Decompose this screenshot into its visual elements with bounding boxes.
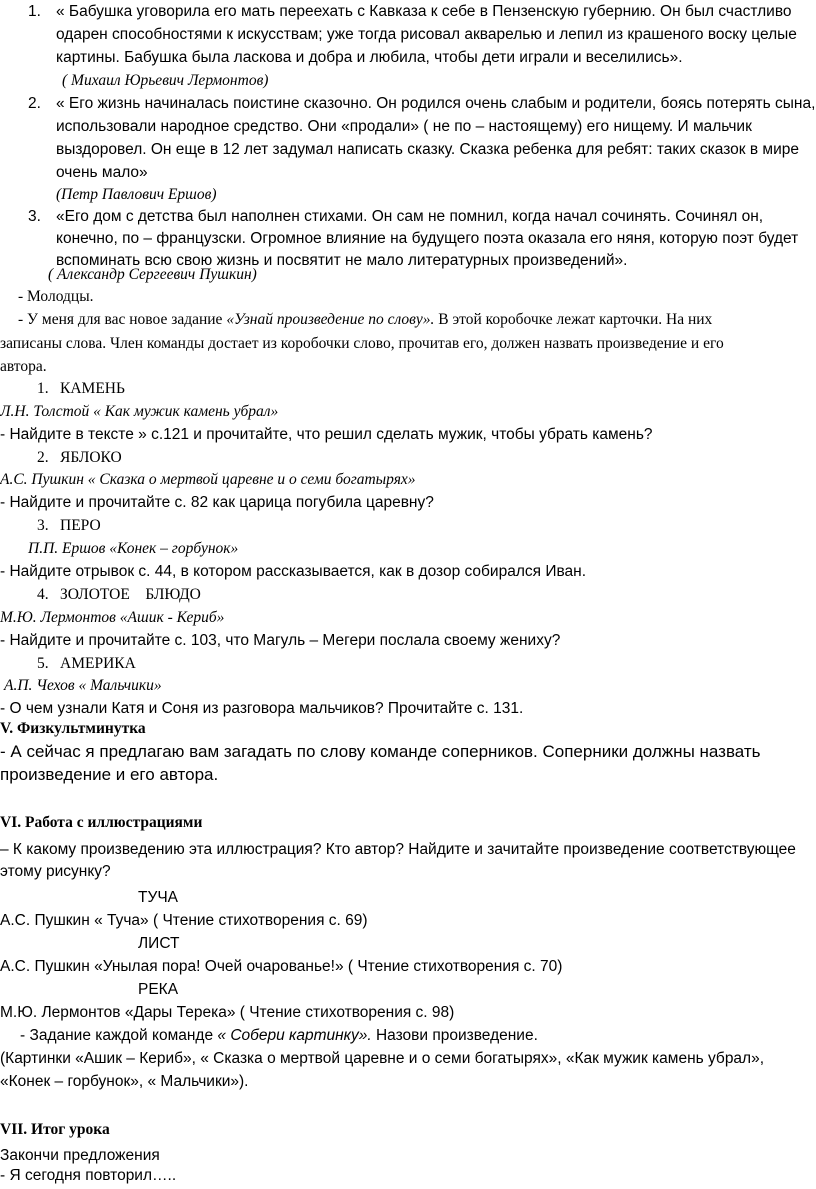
card-word: ЗОЛОТОЕ БЛЮДО: [60, 586, 201, 603]
card-work: П.П. Ершов «Конек – горбунок»: [28, 540, 239, 557]
section-heading: VII. Итог урока: [0, 1121, 110, 1138]
text: - У меня для вас новое задание: [18, 311, 227, 328]
text: Назови произведение.: [371, 1027, 538, 1044]
paragraph: [20, 1026, 538, 1046]
list-number: 2.: [28, 95, 41, 112]
paragraph: записаны слова. Член команды достает из коробочки слово, прочитав его, должен назвать произведение и его: [0, 335, 724, 352]
paragraph: этому рисунку?: [0, 863, 111, 880]
quote-line: использовали народное средство. Они «продали» ( не по – настоящему) его нищему. И мальчик: [56, 118, 752, 135]
quote-line: выздоровел. Он еще в 12 лет задумал написать сказку. Сказка ребенка для ребят: таких сказок в мире: [56, 141, 799, 158]
card-work: А.П. Чехов « Мальчики»: [4, 677, 162, 694]
paragraph: - Я сегодня повторил…..: [0, 1167, 177, 1184]
paragraph: (Картинки «Ашик – Кериб», « Сказка о мертвой царевне и о семи богатырях», «Как мужик камень убрал»,: [0, 1050, 765, 1067]
illustration-work: М.Ю. Лермонтов «Дары Терека» ( Чтение стихотворения с. 98): [0, 1004, 455, 1021]
card-word: КАМЕНЬ: [60, 380, 125, 397]
section-heading: VI. Работа с иллюстрациями: [0, 814, 203, 831]
paragraph: – К какому произведению эта иллюстрация? Кто автор? Найдите и зачитайте произведение соответствующее: [0, 841, 796, 858]
quote-line: конечно, по – французски. Огромное влияние на будущего поэта оказала его няня, которую поэт будет: [56, 230, 799, 247]
illustration-word: РЕКА: [138, 981, 179, 998]
paragraph: произведение и его автора.: [0, 765, 219, 784]
paragraph: [18, 310, 712, 330]
paragraph: автора.: [0, 358, 47, 375]
text: В этой коробочке лежат карточки. На них: [434, 311, 713, 328]
text: - Задание каждой команде: [20, 1027, 218, 1044]
card-number: 1.: [37, 380, 49, 397]
list-number: 1.: [28, 3, 41, 20]
card-question: - Найдите и прочитайте с. 82 как царица погубила царевну?: [0, 494, 434, 511]
card-work: А.С. Пушкин « Сказка о мертвой царевне и о семи богатырях»: [0, 471, 416, 488]
quote-author: ( Михаил Юрьевич Лермонтов): [62, 72, 269, 89]
card-work: Л.Н. Толстой « Как мужик камень убрал»: [0, 403, 279, 420]
quote-line: вспоминать всю свою жизнь и посвятит не мало литературных произведений».: [56, 252, 628, 269]
quote-line: одарен способностями к искусствам; уже тогда рисовал акварелью и лепил из крашеного воску целые: [56, 26, 797, 43]
illustration-work: А.С. Пушкин « Туча» ( Чтение стихотворения с. 69): [0, 912, 368, 929]
card-word: АМЕРИКА: [60, 655, 136, 672]
quote-line: очень мало»: [56, 164, 148, 181]
quote-line: «Его дом с детства был наполнен стихами. Он сам не помнил, когда начал сочинять. Сочинял он,: [56, 208, 764, 225]
list-number: 3.: [28, 208, 41, 225]
card-word: ПЕРО: [60, 517, 101, 534]
quote-author: (Петр Павлович Ершов): [56, 186, 217, 203]
illustration-word: ТУЧА: [138, 889, 178, 906]
quote-line: картины. Бабушка была ласкова и добра и любила, чтобы дети играли и веселились».: [56, 49, 683, 66]
card-number: 2.: [37, 449, 49, 466]
card-number: 3.: [37, 517, 49, 534]
card-word: ЯБЛОКО: [60, 449, 122, 466]
quote-author: ( Александр Сергеевич Пушкин): [48, 266, 257, 283]
task-title: «Узнай произведение по слову».: [226, 311, 435, 328]
card-work: М.Ю. Лермонтов «Ашик - Кериб»: [0, 609, 225, 626]
card-question: - О чем узнали Катя и Соня из разговора мальчиков? Прочитайте с. 131.: [0, 700, 524, 717]
section-heading: V. Физкультминутка: [0, 720, 146, 737]
card-number: 4.: [37, 586, 49, 603]
card-question: - Найдите отрывок с. 44, в котором рассказывается, как в дозор собирался Иван.: [0, 563, 587, 580]
paragraph: «Конек – горбунок», « Мальчики»).: [0, 1073, 249, 1090]
card-number: 5.: [37, 655, 49, 672]
paragraph: - А сейчас я предлагаю вам загадать по слову команде соперников. Соперники должны назвать: [0, 742, 761, 761]
paragraph: Закончи предложения: [0, 1147, 160, 1164]
illustration-work: А.С. Пушкин «Унылая пора! Очей очарованье!» ( Чтение стихотворения с. 70): [0, 958, 563, 975]
illustration-word: ЛИСТ: [138, 935, 180, 952]
paragraph: - Молодцы.: [18, 288, 94, 305]
card-question: - Найдите в тексте » с.121 и прочитайте, что решил сделать мужик, чтобы убрать камень?: [0, 426, 653, 443]
quote-line: « Бабушка уговорила его мать переехать с Кавказа к себе в Пензенскую губернию. Он был счастливо: [56, 3, 792, 20]
task-title: « Собери картинку».: [217, 1027, 372, 1044]
quote-line: « Его жизнь начиналась поистине сказочно. Он родился очень слабым и родители, боясь потерять сына,: [56, 95, 816, 112]
card-question: - Найдите и прочитайте с. 103, что Магуль – Мегери послала своему жениху?: [0, 632, 561, 649]
